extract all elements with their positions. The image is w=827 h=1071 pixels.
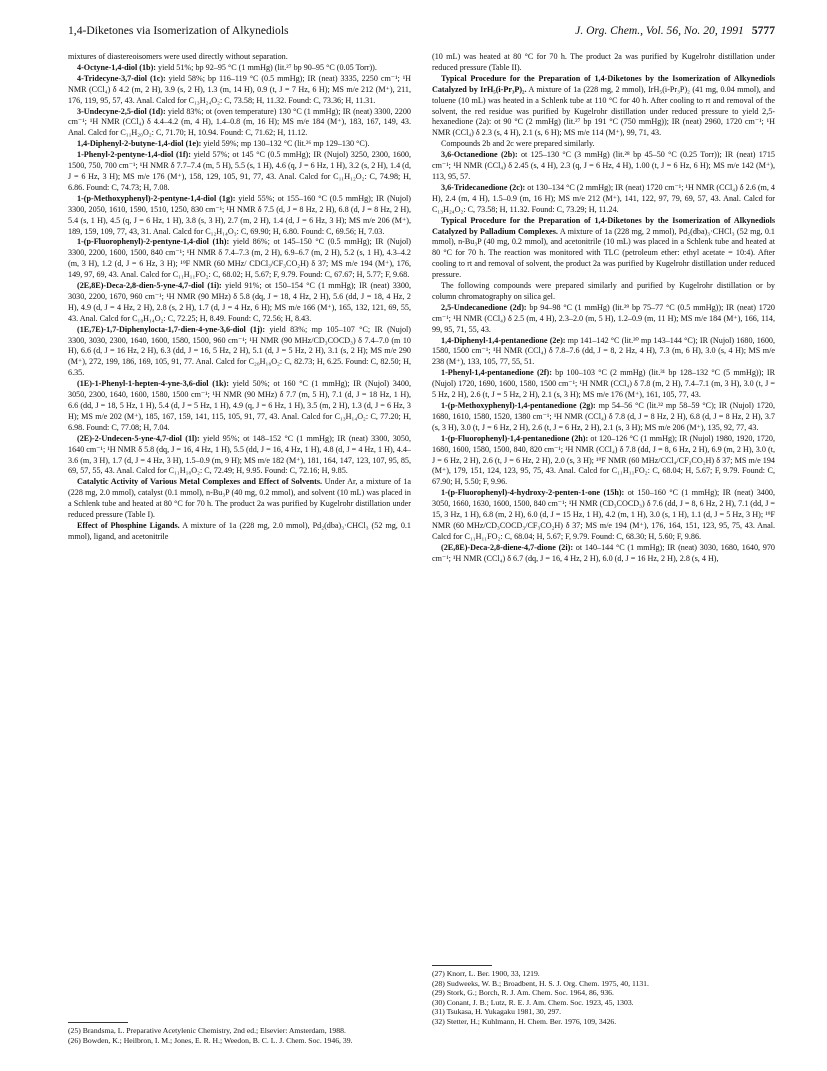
paragraph	[68, 477, 411, 521]
compound-heading: 4-Tridecyne-3,7-diol (1c):	[77, 73, 166, 83]
paragraph	[432, 139, 775, 150]
paragraph-text: yield 57%; ot 145 °C (0.5 mmHg); IR (Nujol) 3250, 2300, 1600, 1500, 750, 700 cm⁻¹; ¹H NMR δ 7.7–7.4 (m, 5 H), 5.5 (s, 1 H), 4.6 (q, J = 6 Hz, 1 H), 3.2 (s, 2 H), 1.4 (d, J = 6 Hz, 3 H); MS m/e 176 (M⁺), 158, 129, 105, 91, 77, 43. Anal. Calcd for C₁₁H₁₂O₂: C, 74.98; H, 6.86. Found: C, 74.73; H, 7.08.	[68, 150, 411, 192]
footnote: (32) Stetter, H.; Kuhlmann, H. Chem. Ber. 1976, 109, 3426.	[432, 1016, 617, 1026]
paragraph-text: A mixture of 1a (228 mg, 2 mmol), Pd₂(dba)₃·CHCl₃ (52 mg, 0.1 mmol), n-Bu₃P (40 mg, 0.2 mmol), and acetonitrile (10 mL) was placed in a Schlenk tube and heated at 80 °C for 70 h. The reaction was monitored with TLC (petroleum ether: ethyl acetate = 10:4). After cooling to rt and removal of solvent, the product 2a was purified by Kugelrohr distillation under reduced pressure.	[432, 226, 775, 280]
compound-heading: 4-Octyne-1,4-diol (1b):	[77, 62, 156, 72]
compound-heading: Typical Procedure for the Preparation of 1,4-Diketones by the Isomerization of Alkynediols Catalyzed by IrH₅(i-Pr₃P)₂.	[432, 73, 775, 94]
compound-heading: (1E)-1-Phenyl-1-hepten-4-yne-3,6-diol (1k):	[77, 379, 229, 389]
paragraph-text: yield 83%; mp 105–107 °C; IR (Nujol) 3300, 3030, 2300, 1640, 1600, 1580, 1500, 960 cm⁻¹; ¹H NMR (90 MHz/CD₃COCD₃) δ 7.4–7.0 (m 10 H), 6.6 (d, J = 16 Hz, 2 H), 6.3 (dd, J = 16, 5 Hz, 2 H), 5.1 (d, J = 5 Hz, 2 H), 3.1 (s, 2 H); MS m/e 290 (M⁺), 272, 199, 186, 169, 105, 91, 77. Anal. Calcd for C₂₀H₁₈O₂: C, 82.73; H, 6.25. Found: C, 82.50; H, 6.35.	[68, 324, 412, 378]
compound-heading: 2,5-Undecanedione (2d):	[441, 302, 527, 312]
footnote-rule	[68, 1022, 128, 1023]
footnote: (31) Tsukasa, H. Yukagaku 1981, 30, 297.	[432, 1007, 562, 1017]
paragraph-text: yield 50%; ot 160 °C (1 mmHg); IR (Nujol) 3400, 3050, 2300, 1640, 1600, 1580, 1500 cm⁻¹; ¹H NMR (90 MHz) δ 7.7 (m, 5 H), 7.1 (d, J = 18 Hz, 1 H), 6.6 (dd, J = 18, 5 Hz, 1 H), 5.4 (d, J = 5 Hz, 1 H), 4.9 (q, J = 6 Hz, 1 H), 3.5 (m, 2 H), 1.3 (d, J = 6 Hz, 3 H); MS m/e 202 (M⁺), 185, 167, 159, 141, 115, 105, 91, 77, 43. Anal. Calcd for C₁₃H₁₄O₂: C, 77.20; H, 6.98. Found: C, 77.08; H, 7.04.	[68, 379, 411, 432]
paragraph	[68, 237, 411, 281]
paragraph-text: yield 86%; ot 145–150 °C (0.5 mmHg); IR (Nujol) 3300, 2200, 1600, 1500, 840 cm⁻¹; ¹H NMR δ 7.4–7.3 (m, 2 H), 6.9–6.7 (m, 2 H), 5.2 (s, 1 H), 4.3–4.2 (m, 3 H), 1.2 (d, J = 6 Hz, 3 H); ¹⁹F NMR (60 MHz/ CDCl₃/CF₃CO₂H) δ 37; MS m/e 194 (M⁺), 176, 149, 97, 69, 43. Anal. Calcd for C₁₁H₁₁FO₂: C, 68.02; H, 5.67; F, 9.79. Found: C, 67.67; H, 5.77; F, 9.68.	[68, 237, 411, 280]
paragraph	[432, 401, 775, 434]
compound-heading: 1-(p-Fluorophenyl)-4-hydroxy-2-penten-1-one (15h):	[441, 488, 625, 498]
compound-heading: 1-(p-Fluorophenyl)-2-pentyne-1,4-diol (1h):	[77, 237, 230, 247]
compound-heading: (2E)-2-Undecen-5-yne-4,7-diol (1l):	[77, 433, 200, 443]
paragraph	[68, 194, 411, 238]
paragraph	[432, 150, 775, 183]
compound-heading: 1-Phenyl-1,4-pentanedione (2f):	[441, 368, 552, 378]
paragraph-text: Under Ar, a mixture of 1a (228 mg, 2.0 mmol), catalyst (0.1 mmol), n-Bu₃P (40 mg, 0.2 mmol), and solvent (10 mL) was placed in a Schlenk tube and heated at 80 °C for 70 h. The product 2a was purified by Kugelrohr distillation under reduced pressure (Table I).	[68, 477, 411, 520]
footnotes-right	[432, 969, 775, 1027]
compound-heading: 3-Undecyne-2,5-diol (1d):	[77, 106, 166, 116]
page-number: 5777	[751, 24, 775, 37]
footnote: (28) Sudweeks, W. B.; Broadbent, H. S. J. Org. Chem. 1975, 40, 1131.	[432, 978, 649, 988]
compound-heading: 1-(p-Methoxyphenyl)-2-pentyne-1,4-diol (1g):	[77, 193, 236, 203]
journal-citation	[575, 24, 775, 38]
paragraph-text: yield 55%; ot 155–160 °C (0.5 mmHg); IR (Nujol) 3300, 2050, 1610, 1590, 1510, 1250, 830 cm⁻¹; ¹H NMR δ 7.5 (d, J = 8 Hz, 2 H), 6.8 (d, J = 8 Hz, 2 H), 5.4 (s, 1 H), 4.5 (q, J = 6 Hz, 1 H), 3.8 (s, 3 H), 2.7 (m, 2 H), 1.4 (d, J = 6 Hz, 3 H); MS m/e 206 (M⁺), 189, 159, 109, 77, 43, 31. Anal. Calcd for C₁₂H₁₄O₃: C, 69.90; H, 6.80. Found: C, 69.56; H, 7.03.	[68, 193, 411, 236]
compound-heading: 3,6-Octanedione (2b):	[441, 150, 518, 160]
paragraph	[432, 183, 775, 216]
compound-heading: 1-Phenyl-2-pentyne-1,4-diol (1f):	[77, 150, 191, 160]
compound-heading: (2E,8E)-Deca-2,8-diene-4,7-dione (2i):	[441, 542, 574, 552]
paragraph	[432, 52, 775, 74]
paragraph-text: ot 125–130 °C (3 mmHg) (lit.²⁸ bp 45–50 °C (0.25 Torr)); IR (neat) 1715 cm⁻¹; ¹H NMR (CCl₄) δ 2.45 (s, 4 H), 2.3 (q, J = 6 Hz, 4 H), 1.00 (t, J = 6 Hz, 6 H); MS m/e 142 (M⁺), 113, 95, 57.	[432, 150, 775, 181]
paragraph	[68, 281, 411, 325]
compound-heading: 1-(p-Fluorophenyl)-1,4-pentanedione (2h):	[441, 433, 589, 443]
running-title: 1,4-Diketones via Isomerization of Alkynediols	[68, 24, 289, 37]
paragraph	[68, 379, 411, 434]
paragraph-text: (10 mL) was heated at 80 °C for 70 h. The product 2a was purified by Kugelrohr distillation under reduced pressure (Table II).	[432, 52, 775, 72]
paragraph	[432, 488, 775, 543]
paragraph-text: ot 130–134 °C (2 mmHg); IR (neat) 1720 cm⁻¹; ¹H NMR (CCl₄) δ 2.6 (m, 4 H), 2.4 (m, 4 H), 1.5–0.9 (m, 16 H); MS m/e 212 (M⁺), 141, 122, 97, 79, 69, 57, 43. Anal. Calcd for C₁₃H₂₄O₂: C, 73.58; H, 11.32. Found: C, 73.29; H, 11.24.	[432, 182, 775, 214]
paragraph	[432, 303, 775, 336]
paragraph	[432, 368, 775, 401]
paragraph	[68, 107, 411, 140]
compound-heading: 1,4-Diphenyl-2-butyne-1,4-diol (1e):	[77, 139, 202, 149]
left-column	[68, 52, 411, 543]
footnote: (29) Stork, G.; Borch, R. J. Am. Chem. Soc. 1964, 86, 936.	[432, 988, 614, 998]
paragraph-text: yield 59%; mp 130–132 °C (lit.²⁶ mp 129–130 °C).	[201, 139, 370, 149]
paragraph-text: mixtures of diastereoisomers were used directly without separation.	[68, 52, 288, 61]
paragraph	[68, 434, 411, 478]
paragraph-text: A mixture of 1a (228 mg, 2 mmol), IrH₅(i-Pr₃P)₂ (41 mg, 0.04 mmol), and toluene (10 mL) was heated in a Schlenk tube at 110 °C for 40 h. After cooling to rt and removal of the solvent, the red residue was purified by Kugelrohr distillation under reduced pressure to yield 2,5-hexanedione (2a): ot 90 °C (2 mmHg) (lit.²⁷ bp 191 °C (750 mmHg)); IR (neat) 2960, 1720 cm⁻¹; ¹H NMR (CCl₄) δ 2.3 (s, 4 H), 2.1 (s, 6 H); MS m/e 114 (M⁺), 99, 71, 43.	[432, 84, 775, 138]
compound-heading: 1-(p-Methoxyphenyl)-1,4-pentanedione (2g):	[441, 401, 596, 410]
right-column	[432, 52, 775, 565]
paragraph-text: mp 141–142 °C (lit.³⁰ mp 143–144 °C); IR (Nujol) 1680, 1600, 1580, 1500 cm⁻¹; ¹H NMR (CCl₄) δ 7.8–7.6 (dd, J = 8, 2 Hz, 4 H), 7.3 (m, 6 H), 3.0 (s, 4 H); MS m/e 238 (M⁺), 133, 105, 77, 55, 51.	[432, 335, 775, 367]
footnotes-left	[68, 1026, 411, 1045]
paragraph-text: Compounds 2b and 2c were prepared similarly.	[441, 139, 595, 149]
paragraph	[432, 216, 775, 281]
paragraph-text: A mixture of 1a (228 mg, 2.0 mmol), Pd₂(dba)₃·CHCl₃ (52 mg, 0.1 mmol), ligand, and acetonitrile	[68, 520, 411, 541]
paragraph-text: ot 150–160 °C (1 mmHg); IR (neat) 3400, 3050, 1660, 1630, 1600, 1500, 840 cm⁻¹; ¹H NMR (CD₃COCD₃) δ 7.6 (dd, J = 8, 6 Hz, 2 H), 7.1 (dd, J = 15, 3 Hz, 1 H), 6.8 (m, 2 H), 6.0 (d, J = 15 Hz, 1 H), 4.2 (m, 1 H), 3.0 (s, 1 H), 1.1 (d, J = 5 Hz, 3 H); ¹⁹F NMR (60 MHz/CD₃COCD₃/CF₃CO₂H) δ 37; MS m/e 194 (M⁺), 176, 164, 151, 123, 95, 75, 43. Anal. Calcd for C₁₁H₁₁FO₂: C, 68.04; H, 5.67; F, 9.79. Found: C, 68.30; H, 5.60; F, 9.86.	[432, 488, 775, 541]
paragraph	[432, 74, 775, 139]
paragraph	[68, 325, 411, 380]
paragraph	[432, 336, 775, 369]
paragraph-text: ot 120–126 °C (1 mmHg); IR (Nujol) 1980, 1920, 1720, 1680, 1600, 1580, 1500, 840, 820 cm⁻¹; ¹H NMR (CCl₄) δ 7.8 (dd, J = 8, 6 Hz, 2 H), 6.9 (m, 2 H), 3.0 (t, J = 6 Hz, 2 H), 2.6 (t, J = 6 Hz, 2 H), 2.0 (s, 3 H); ¹⁹F NMR (60 MHz/CCl₄/CF₃CO₂H) δ 37; MS m/e 194 (M⁺), 179, 151, 124, 123, 95, 75, 43. Anal. Calcd for C₁₁H₁₁FO₂: C, 68.04; H, 5.67; F, 9.79. Found: C, 67.90; H, 5.50; F, 9.96.	[432, 433, 775, 487]
paragraph	[68, 63, 411, 74]
paragraph	[432, 281, 775, 303]
compound-heading: Catalytic Activity of Various Metal Complexes and Effect of Solvents.	[77, 477, 323, 487]
journal-name: J. Org. Chem., Vol. 56, No. 20, 1991	[575, 24, 744, 37]
paragraph-text: ot 140–144 °C (1 mmHg); IR (neat) 3030, 1680, 1640, 970 cm⁻¹; ¹H NMR (CCl₄) δ 6.7 (dq, J = 16, 4 Hz, 2 H), 6.0 (d, J = 16 Hz, 2 H), 2.8 (s, 4 H),	[432, 542, 775, 563]
paragraph-text: mp 54–56 °C (lit.³² mp 58–59 °C); IR (Nujol) 1720, 1680, 1610, 1580, 1520, 1380 cm⁻¹; ¹H NMR (CCl₄) δ 7.8 (d, J = 8 Hz, 2 H), 6.8 (d, J = 8 Hz, 2 H), 3.7 (s, 3 H), 3.0 (t, J = 6 Hz, 2 H), 2.6 (t, J = 6 Hz, 2 H), 2.1 (s, 3 H); MS m/e 206 (M⁺), 135, 92, 77, 43.	[432, 401, 775, 432]
paragraph	[432, 543, 775, 565]
paragraph-text: yield 58%; bp 116–119 °C (0.5 mmHg); IR (neat) 3335, 2250 cm⁻¹; ¹H NMR (CCl₄) δ 4.2 (m, 2 H), 3.9 (s, 2 H), 1.3 (m, 14 H), 0.9 (t, J = 7 Hz, 6 H); MS m/e 212 (M⁺), 211, 176, 119, 95, 57, 43. Anal. Calcd for C₁₃H₂₄O₂: C, 73.58; H, 11.32. Found: C, 73.36; H, 11.31.	[68, 73, 411, 105]
paragraph	[432, 434, 775, 489]
paragraph-text: The following compounds were prepared similarly and purified by Kugelrohr distillation or by column chromatography on silica gel.	[432, 281, 775, 301]
paragraph-text: yield 91%; ot 150–154 °C (1 mmHg); IR (neat) 3300, 3030, 2200, 1670, 960 cm⁻¹; ¹H NMR (90 MHz) δ 5.8 (dq, J = 18, 4 Hz, 2 H), 5.6 (dd, J = 18, 4 Hz, 2 H), 4.9 (d, J = 4 Hz, 2 H), 2.8 (s, 2 H), 1.7 (d, J = 4 Hz, 6 H); MS m/e 166 (M⁺), 165, 132, 121, 69, 55, 43. Anal. Calcd for C₁₀H₁₄O₂: C, 72.25; H, 8.49. Found: C, 72.56; H, 8.43.	[68, 281, 411, 323]
paragraph	[68, 521, 411, 543]
compound-heading: (1E,7E)-1,7-Diphenylocta-1,7-dien-4-yne-3,6-diol (1j):	[77, 324, 266, 334]
paragraph-text: yield 51%; bp 92–95 °C (1 mmHg) (lit.²⁷ bp 90–95 °C (0.05 Torr)).	[155, 62, 377, 72]
paragraph-text: yield 95%; ot 148–152 °C (1 mmHg); IR (neat) 3300, 3050, 1640 cm⁻¹; ¹H NMR δ 5.8 (dq, J = 16, 4 Hz, 1 H), 5.5 (dd, J = 16, 4 Hz, 1 H), 4.8 (d, J = 4 Hz, 1 H), 4.4–3.6 (m, 3 H), 1.7 (d, J = 4 Hz, 3 H), 1.5–0.9 (m, 9 H); MS m/e 182 (M⁺), 181, 164, 147, 123, 107, 95, 85, 69, 57, 55, 43. Anal. Calcd for C₁₁H₁₈O₂: C, 72.49; H, 9.95. Found: C, 72.16; H, 9.85.	[68, 433, 411, 476]
footnote: (26) Bowden, K.; Heilbron, I. M.; Jones, E. R. H.; Weedon, B. C. L. J. Chem. Soc. 1946, 39.	[68, 1035, 353, 1045]
compound-heading: Effect of Phosphine Ligands.	[77, 520, 180, 530]
paragraph	[68, 150, 411, 194]
paragraph	[68, 139, 411, 150]
paragraph	[68, 74, 411, 107]
paragraph	[68, 52, 411, 63]
footnote-rule	[432, 965, 492, 966]
footnote: (30) Conant, J. B.; Lutz, R. E. J. Am. Chem. Soc. 1923, 45, 1303.	[432, 997, 634, 1007]
compound-heading: 3,6-Tridecanedione (2c):	[441, 182, 526, 192]
paragraph-text: yield 83%; ot (oven temperature) 130 °C (1 mmHg); IR (neat) 3300, 2200 cm⁻¹; ¹H NMR (CCl₄) δ 4.4–4.2 (m, 4 H), 1.4–0.8 (m, 16 H); MS m/e 184 (M⁺), 183, 167, 149, 43. Anal. Calcd for C₁₁H₂₀O₂: C, 71.70; H, 10.94. Found: C, 71.62; H, 11.12.	[68, 106, 411, 138]
footnote: (27) Knorr, L. Ber. 1900, 33, 1219.	[432, 969, 540, 978]
compound-heading: Typical Procedure for the Preparation of 1,4-Diketones by the Isomerization of Alkynediols Catalyzed by Palladium Complexes.	[432, 215, 775, 236]
footnote: (25) Brandsma, L. Preparative Acetylenic Chemistry, 2nd ed.; Elsevier: Amsterdam, 1988.	[68, 1026, 346, 1035]
compound-heading: 1,4-Diphenyl-1,4-pentanedione (2e):	[441, 335, 566, 345]
paragraph-text: bp 94–98 °C (1 mmHg) (lit.²⁹ bp 75–77 °C (0.5 mmHg)); IR (neat) 1720 cm⁻¹; ¹H NMR (CCl₄) δ 2.5 (m, 4 H), 2.3–2.0 (m, 5 H), 1.2–0.9 (m, 11 H); MS m/e 184 (M⁺), 166, 114, 99, 95, 71, 55, 43.	[432, 302, 775, 334]
paragraph-text: bp 100–103 °C (2 mmHg) (lit.³¹ bp 128–132 °C (5 mmHg)); IR (Nujol) 1720, 1690, 1600, 1580, 1500 cm⁻¹; ¹H NMR (CCl₄) δ 7.8 (m, 2 H), 7.4–7.1 (m, 3 H), 3.0 (t, J = 5 Hz, 2 H), 2.6 (t, J = 5 Hz, 2 H), 2.1 (s, 3 H); MS m/e 176 (M⁺), 161, 105, 77, 43.	[432, 368, 775, 400]
compound-heading: (2E,8E)-Deca-2,8-dien-5-yne-4,7-diol (1i):	[77, 281, 222, 291]
